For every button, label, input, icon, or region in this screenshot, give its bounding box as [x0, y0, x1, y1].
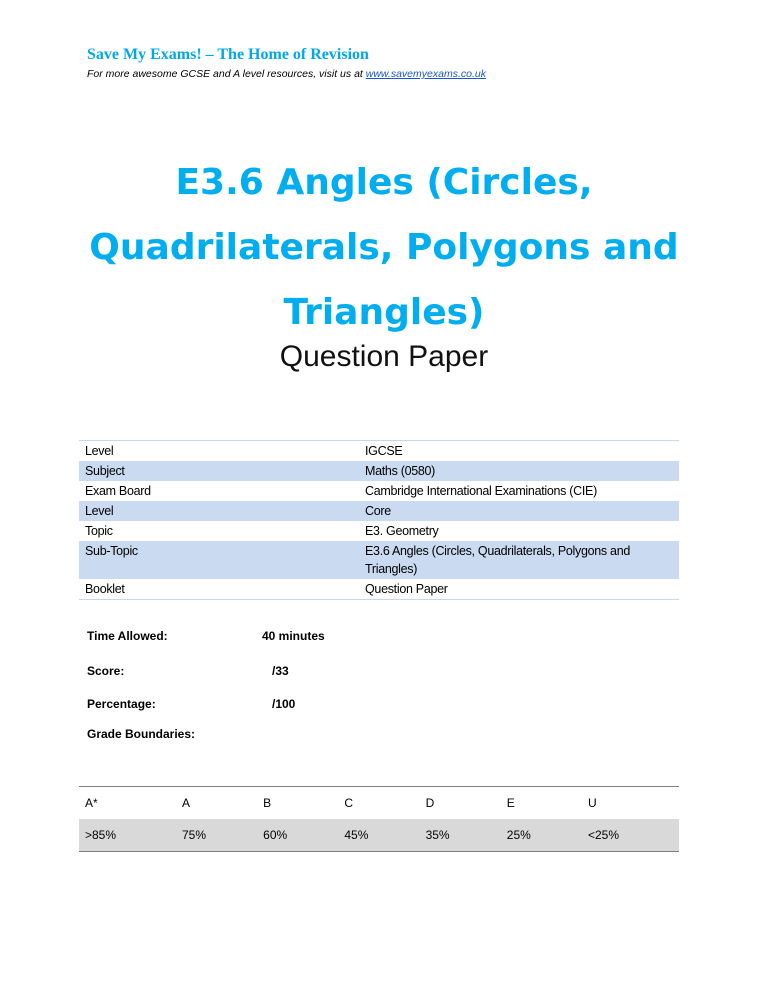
info-row [79, 541, 679, 579]
grade-value-cell: 60% [257, 819, 338, 852]
info-row [79, 521, 679, 541]
info-label: Level [79, 501, 359, 521]
time-allowed-label: Time Allowed: [87, 629, 168, 643]
score-label: Score: [87, 664, 125, 678]
info-table [79, 440, 679, 600]
grade-value-cell: >85% [79, 819, 176, 852]
info-label: Topic [85, 524, 113, 538]
info-value: E3.6 Angles (Circles, Quadrilaterals, Polygons and Triangles) [359, 541, 679, 579]
info-row [79, 579, 679, 600]
document-subtitle: Question Paper [279, 340, 489, 373]
grade-header-cell: U [582, 787, 679, 820]
info-value: Cambridge International Examinations (CIE) [365, 484, 597, 498]
info-label: Booklet [85, 582, 125, 596]
info-row [79, 461, 679, 481]
info-value: Core [359, 501, 679, 521]
time-allowed-value: 40 minutes [262, 629, 325, 643]
grade-value-cell: <25% [582, 819, 679, 852]
grade-value-row [79, 819, 679, 852]
grade-header-cell: B [257, 787, 338, 820]
grade-boundaries-table [79, 786, 679, 852]
title-line-2: Quadrilaterals, Polygons and [89, 227, 679, 268]
grade-header-cell: A* [79, 787, 176, 820]
info-label: Subject [79, 461, 359, 481]
title-line-1: E3.6 Angles (Circles, [175, 162, 593, 203]
grade-header-row [79, 787, 679, 820]
info-label: Sub-Topic [79, 541, 359, 579]
grade-header-cell: E [501, 787, 582, 820]
info-row [79, 441, 679, 462]
tagline [87, 68, 486, 80]
title-line-3: Triangles) [283, 292, 485, 333]
grade-value-cell: 35% [420, 819, 501, 852]
grade-boundaries-label: Grade Boundaries: [87, 727, 196, 741]
brand-heading: Save My Exams! – The Home of Revision [87, 46, 369, 63]
info-row [79, 481, 679, 501]
website-link[interactable]: www.savemyexams.co.uk [365, 68, 486, 80]
grade-header-cell: D [420, 787, 501, 820]
percentage-value: /100 [272, 697, 296, 711]
grade-header-cell: C [338, 787, 419, 820]
tagline-text: For more awesome GCSE and A level resources, visit us at [87, 68, 366, 80]
info-value: Question Paper [365, 582, 448, 596]
document-title [87, 150, 681, 345]
percentage-label: Percentage: [87, 697, 156, 711]
grade-value-cell: 25% [501, 819, 582, 852]
info-row [79, 501, 679, 521]
grade-header-cell: A [176, 787, 257, 820]
info-value: Maths (0580) [359, 461, 679, 481]
info-label: Level [85, 444, 114, 458]
grade-value-cell: 45% [338, 819, 419, 852]
info-value: E3. Geometry [365, 524, 439, 538]
score-value: /33 [272, 664, 289, 678]
info-label: Exam Board [85, 484, 151, 498]
info-value: IGCSE [365, 444, 403, 458]
grade-value-cell: 75% [176, 819, 257, 852]
